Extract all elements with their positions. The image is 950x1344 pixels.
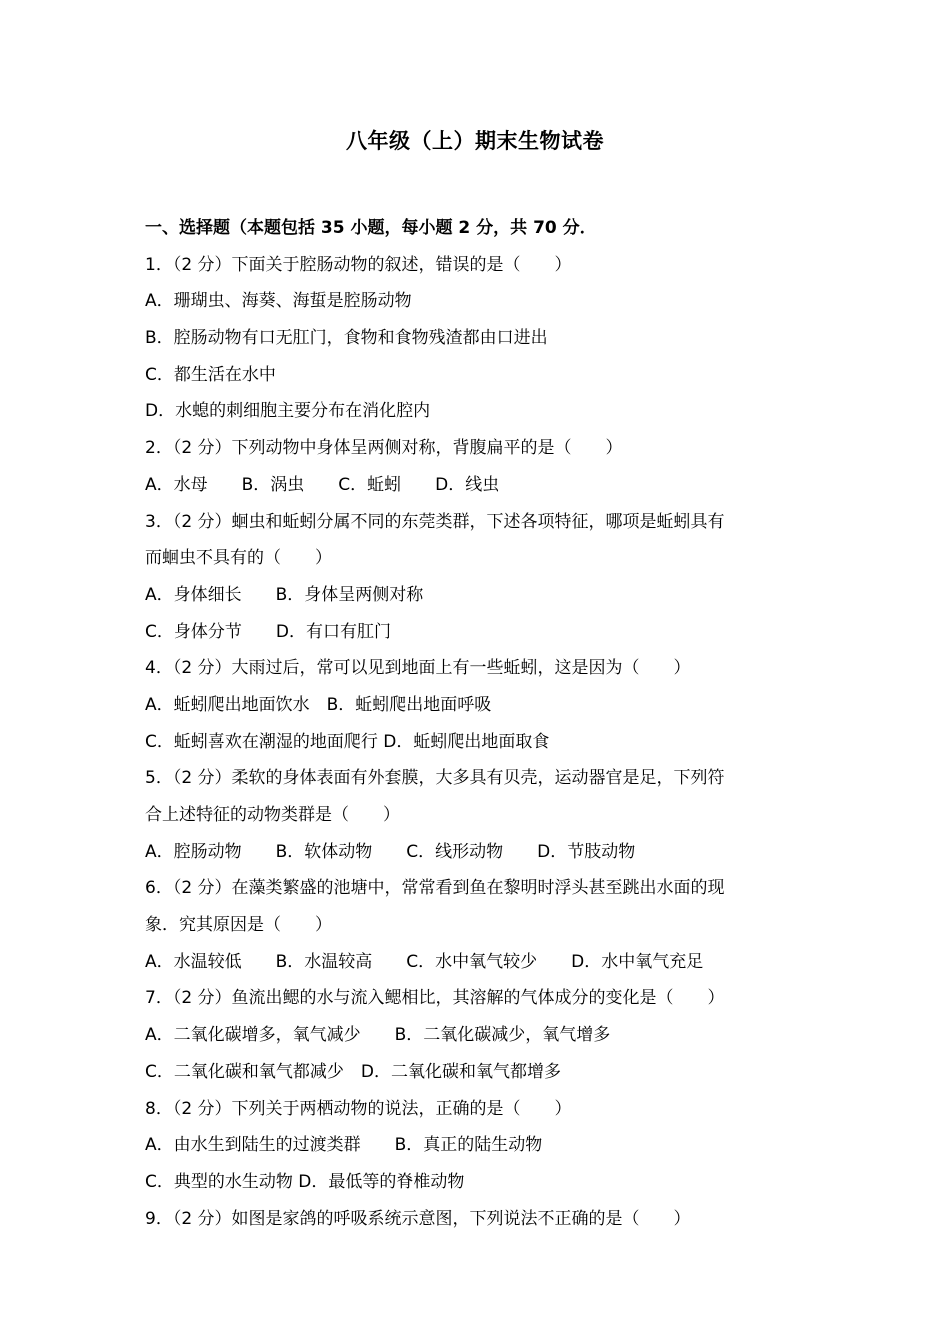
question-stem: 3．（2 分）蛔虫和蚯蚓分属不同的东莞类群，下述各项特征，哪项是蚯蚓具有 [145, 511, 725, 532]
answer-option: A．二氧化碳增多，氧气减少 B．二氧化碳减少，氧气增多 [145, 1025, 611, 1046]
answer-option: A．珊瑚虫、海葵、海蜇是腔肠动物 [145, 291, 412, 312]
question-stem: 9．（2 分）如图是家鸽的呼吸系统示意图，下列说法不正确的是（ ） [145, 1208, 691, 1229]
question-text-line: 象．究其原因是（ ） [145, 915, 332, 936]
question-text-line: 而蛔虫不具有的（ ） [145, 548, 332, 569]
answer-option: A．蚯蚓爬出地面饮水 B．蚯蚓爬出地面呼吸 [145, 694, 492, 715]
answer-option: A．水母 B．涡虫 C．蚯蚓 D．线虫 [145, 474, 500, 495]
question-stem: 1．（2 分）下面关于腔肠动物的叙述，错误的是（ ） [145, 254, 572, 275]
answer-option: C．都生活在水中 [145, 364, 276, 385]
answer-option: A．腔肠动物 B．软体动物 C．线形动物 D．节肢动物 [145, 841, 636, 862]
question-stem: 8．（2 分）下列关于两栖动物的说法，正确的是（ ） [145, 1098, 572, 1119]
question-list [145, 247, 815, 1238]
exam-title: 八年级（上）期末生物试卷 [346, 129, 604, 153]
answer-option: B．腔肠动物有口无肛门，食物和食物残渣都由口进出 [145, 328, 548, 349]
question-stem: 5．（2 分）柔软的身体表面有外套膜，大多具有贝壳，运动器官是足，下列符 [145, 768, 725, 789]
question-text-line: 合上述特征的动物类群是（ ） [145, 805, 400, 825]
answer-option: C．身体分节 D．有口有肛门 [145, 621, 391, 642]
answer-option: C．典型的水生动物 D．最低等的脊椎动物 [145, 1171, 465, 1192]
question-stem: 2．（2 分）下列动物中身体呈两侧对称，背腹扁平的是（ ） [145, 438, 623, 459]
answer-option: A．水温较低 B．水温较高 C．水中氧气较少 D．水中氧气充足 [145, 951, 704, 972]
answer-option: A．身体细长 B．身体呈两侧对称 [145, 584, 424, 605]
question-stem: 4．（2 分）大雨过后，常可以见到地面上有一些蚯蚓，这是因为（ ） [145, 658, 691, 679]
question-stem: 7．（2 分）鱼流出鳃的水与流入鳃相比，其溶解的气体成分的变化是（ ） [145, 988, 725, 1009]
answer-option: A．由水生到陆生的过渡类群 B．真正的陆生动物 [145, 1135, 543, 1156]
section-heading: 一、选择题（本题包括 35 小题，每小题 2 分，共 70 分． [145, 218, 597, 238]
answer-option: D．水螅的刺细胞主要分布在消化腔内 [145, 401, 431, 422]
answer-option: C．二氧化碳和氧气都减少 D．二氧化碳和氧气都增多 [145, 1061, 561, 1082]
answer-option: C．蚯蚓喜欢在潮湿的地面爬行 D．蚯蚓爬出地面取食 [145, 731, 550, 752]
question-stem: 6．（2 分）在藻类繁盛的池塘中，常常看到鱼在黎明时浮头甚至跳出水面的现 [145, 878, 725, 899]
exam-content [145, 210, 815, 1237]
